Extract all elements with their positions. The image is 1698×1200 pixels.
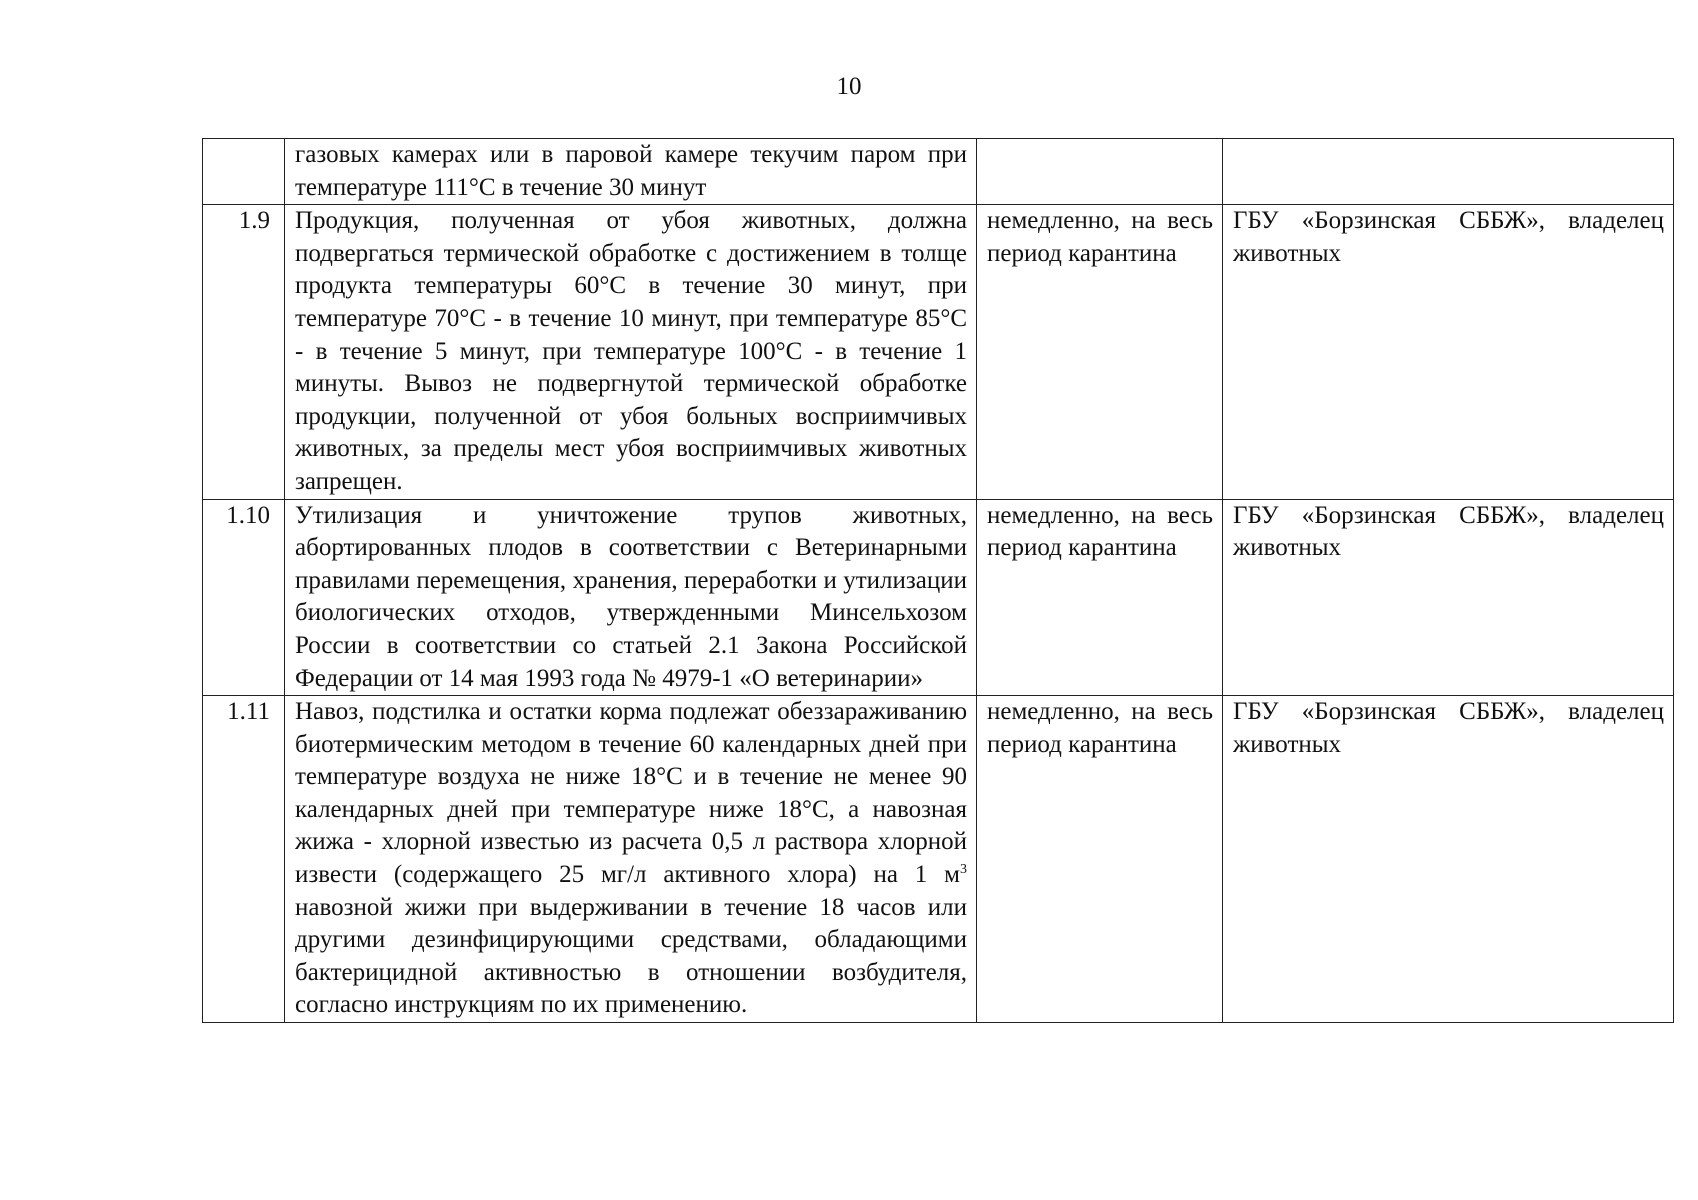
superscript-exponent: 3 [960, 862, 967, 878]
row-number-cell [203, 139, 285, 205]
description-text: Навоз, подстилка и остатки корма подлежат обеззараживанию биотермическим методом в течение 60 календарных дней при температуре воздуха не ниже 18°С и в течение не менее 90 календарных дней при температуре ниже 18°С, а навозная жижа - хлорной известью из расчета 0,5 л раствора хлорной извести (содержащего 25 мг/л активного хлора) на 1 м [295, 698, 967, 889]
term-cell [977, 139, 1223, 205]
responsible-cell: ГБУ «Борзинская СББЖ», владелец животных [1223, 205, 1674, 499]
page-number: 10 [836, 73, 862, 100]
responsible-cell [1223, 139, 1674, 205]
row-number-cell: 1.10 [203, 499, 285, 696]
table-row-1-9 [203, 205, 1674, 499]
responsible-cell: ГБУ «Борзинская СББЖ», владелец животных [1223, 499, 1674, 696]
row-number-cell: 1.9 [203, 205, 285, 499]
term-cell: немедленно, на весь период карантина [977, 499, 1223, 696]
table-row-1-11 [203, 696, 1674, 1023]
term-cell: немедленно, на весь период карантина [977, 205, 1223, 499]
measure-description-cell: Утилизация и уничтожение трупов животных, абортированных плодов в соответствии с Ветеринарными правилами перемещения, хранения, переработки и утилизации биологических отходов, утвержденными Минсельхозом России в соответствии со статьей 2.1 Закона Российской Федерации от 14 мая 1993 года № 4979-1 «О ветеринарии» [285, 499, 977, 696]
responsible-cell: ГБУ «Борзинская СББЖ», владелец животных [1223, 696, 1674, 1023]
term-cell: немедленно, на весь период карантина [977, 696, 1223, 1023]
measure-description-cell: Продукция, полученная от убоя животных, должна подвергаться термической обработке с достижением в толще продукта температуры 60°С в течение 30 минут, при температуре 70°С - в течение 10 минут, при температуре 85°С - в течение 5 минут, при температуре 100°С - в течение 1 минуты. Вывоз не подвергнутой термической обработке продукции, полученной от убоя больных восприимчивых животных, за пределы мест убоя восприимчивых животных запрещен. [285, 205, 977, 499]
description-text-continued: навозной жижи при выдерживании в течение 18 часов или другими дезинфицирующими средствами, обладающими бактерицидной активностью в отношении возбудителя, согласно инструкциям по их применению. [295, 893, 967, 1019]
measure-description-cell [285, 696, 977, 1023]
table-row-continuation [203, 139, 1674, 205]
measures-table [202, 138, 1674, 1023]
measure-description-cell: газовых камерах или в паровой камере текучим паром при температуре 111°С в течение 30 минут [285, 139, 977, 205]
table-row-1-10 [203, 499, 1674, 696]
row-number-cell: 1.11 [203, 696, 285, 1023]
